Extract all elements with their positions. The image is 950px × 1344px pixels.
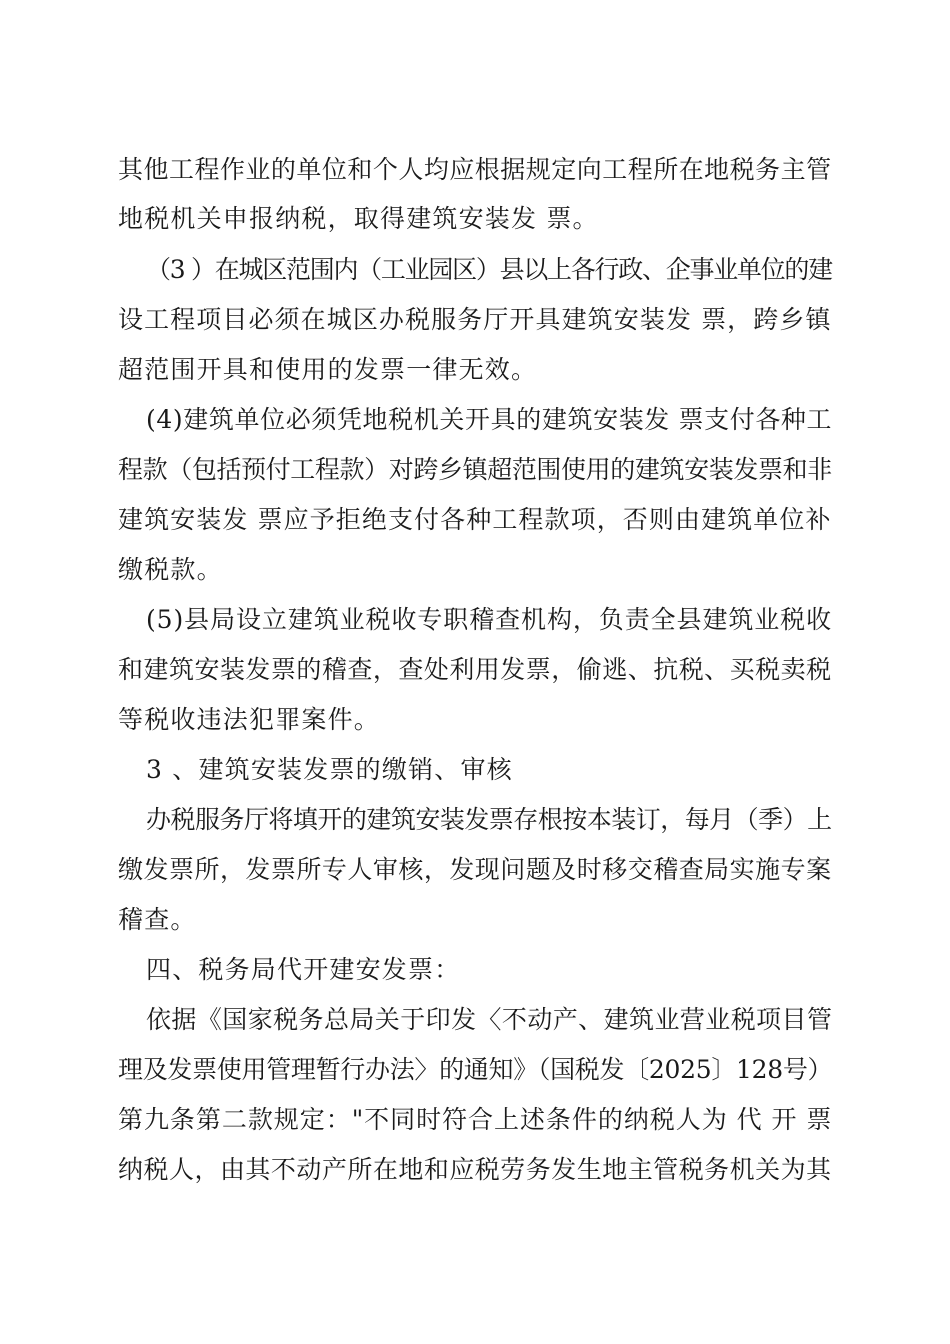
text-line-2: 地税机关申报纳税，取得建筑安装发 票。 (118, 204, 599, 233)
text-line-15: 缴发票所，发票所专人审核，发现问题及时移交稽查局实施专案 (118, 855, 832, 884)
text-line-12: 等税收违法犯罪案件。 (118, 705, 381, 734)
text-line-14: 办税服务厅将填开的建筑安装发票存根按本装订，每月（季）上 (146, 805, 832, 834)
text-line-1: 其他工程作业的单位和个人均应根据规定向工程所在地税务主管 (118, 155, 832, 184)
text-line-6: (4)建筑单位必须凭地税机关开具的建筑安装发 票支付各种工 (146, 405, 833, 434)
text-line-4: 设工程项目必须在城区办税服务厅开具建筑安装发 票，跨乡镇 (118, 305, 832, 334)
text-line-13: 3 、建筑安装发票的缴销、审核 (146, 755, 513, 784)
text-line-11: 和建筑安装发票的稽查，查处利用发票，偷逃、抗税、买税卖税 (118, 655, 832, 684)
text-line-21: 纳税人，由其不动产所在地和应税劳务发生地主管税务机关为其 (118, 1155, 832, 1184)
text-line-7: 程款（包括预付工程款）对跨乡镇超范围使用的建筑安装发票和非 (118, 455, 832, 484)
text-line-17: 四、税务局代开建安发票： (146, 955, 461, 984)
text-line-19: 理及发票使用管理暂行办法〉的通知》（国税发〔2025〕128号） (118, 1055, 833, 1084)
text-line-20: 第九条第二款规定："不同时符合上述条件的纳税人为 代 开 票 (118, 1105, 833, 1134)
text-line-18: 依据《国家税务总局关于印发〈不动产、建筑业营业税项目管 (146, 1005, 833, 1034)
text-line-5: 超范围开具和使用的发票一律无效。 (118, 355, 538, 384)
text-line-9: 缴税款。 (118, 555, 223, 584)
text-line-16: 稽查。 (118, 905, 197, 934)
text-line-10: (5)县局设立建筑业税收专职稽查机构，负责全县建筑业税收 (146, 605, 833, 634)
text-line-8: 建筑安装发 票应予拒绝支付各种工程款项，否则由建筑单位补 (118, 505, 832, 534)
text-line-3: （3 ）在城区范围内（工业园区）县以上各行政、企事业单位的建 (146, 255, 832, 284)
